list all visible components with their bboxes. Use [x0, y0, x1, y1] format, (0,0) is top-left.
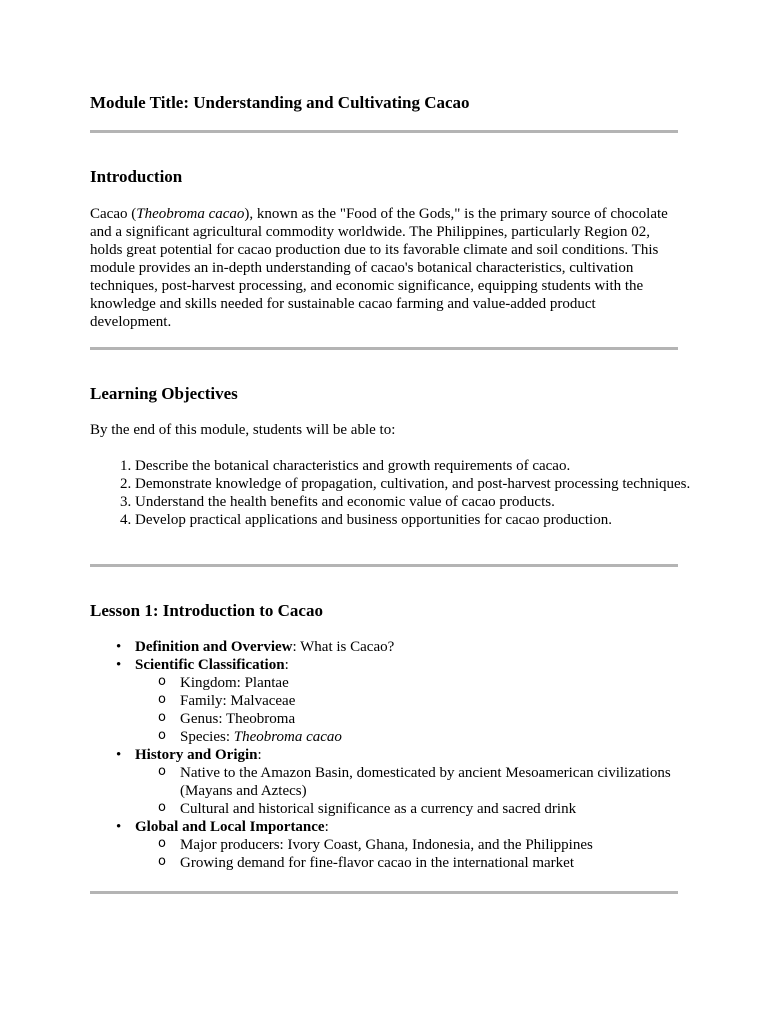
list-item-importance [135, 818, 723, 872]
objective-item: 3. Understand the health benefits and economic value of cacao products. [135, 493, 723, 511]
sub-item: o Growing demand for fine-flavor cacao in the international market [180, 854, 723, 872]
history-label: History and Origin [135, 747, 258, 763]
importance-label: Global and Local Importance [135, 819, 325, 835]
classification-sublist [135, 674, 723, 746]
importance-sublist [135, 836, 723, 872]
sub-item: o Genus: Theobroma [180, 710, 723, 728]
divider [90, 347, 678, 350]
sub-item-species [180, 728, 723, 746]
lesson1-heading: Lesson 1: Introduction to Cacao [90, 601, 323, 620]
list-item-history [135, 746, 723, 818]
species-name: Theobroma cacao [233, 729, 342, 745]
sub-item: o Cultural and historical significance as a currency and sacred drink [180, 800, 723, 818]
divider [90, 564, 678, 567]
introduction-heading: Introduction [90, 167, 183, 186]
history-sublist [135, 764, 723, 818]
divider [90, 130, 678, 133]
objective-item: 1. Describe the botanical characteristics and growth requirements of cacao. [135, 457, 723, 475]
importance-colon: : [324, 819, 329, 835]
objective-item: 2. Demonstrate knowledge of propagation, cultivation, and post-harvest processing techniques. [135, 475, 723, 493]
intro-text-rest: ), known as the "Food of the Gods," is the primary source of chocolate and a significant agricultural commodity worldwide. The Philippines, particularly Region 02, holds great potential for cacao production due to its favorable climate and soil conditions. This module provides an in-depth understanding of cacao's botanical characteristics, cultivation techniques, post-harvest processing, and economic significance, equipping students with the knowledge and skills needed for sustainable cacao farming and value-added product development. [90, 206, 668, 330]
sub-item: o Major producers: Ivory Coast, Ghana, Indonesia, and the Philippines [180, 836, 723, 854]
intro-text-start: Cacao ( [90, 206, 137, 222]
list-item-definition [135, 638, 723, 656]
classification-colon: : [284, 657, 289, 673]
lesson1-list [90, 638, 723, 872]
objective-item: 4. Develop practical applications and business opportunities for cacao production. [135, 511, 723, 529]
introduction-paragraph [90, 205, 678, 331]
sub-item: o Native to the Amazon Basin, domesticated by ancient Mesoamerican civilizations (Mayans and Aztecs) [180, 764, 723, 800]
classification-label: Scientific Classification [135, 657, 285, 673]
sub-item: o Family: Malvaceae [180, 692, 723, 710]
objectives-list [90, 457, 723, 529]
history-colon: : [257, 747, 262, 763]
definition-label: Definition and Overview [135, 639, 293, 655]
species-prefix: Species: [180, 729, 234, 745]
list-item-classification [135, 656, 723, 746]
module-title: Module Title: Understanding and Cultivating Cacao [90, 93, 470, 112]
sub-item: o Kingdom: Plantae [180, 674, 723, 692]
divider [90, 891, 678, 894]
objectives-heading: Learning Objectives [90, 384, 238, 403]
intro-scientific-name: Theobroma cacao [136, 206, 245, 222]
objectives-lead: By the end of this module, students will be able to: [90, 422, 396, 438]
definition-text: : What is Cacao? [292, 639, 395, 655]
